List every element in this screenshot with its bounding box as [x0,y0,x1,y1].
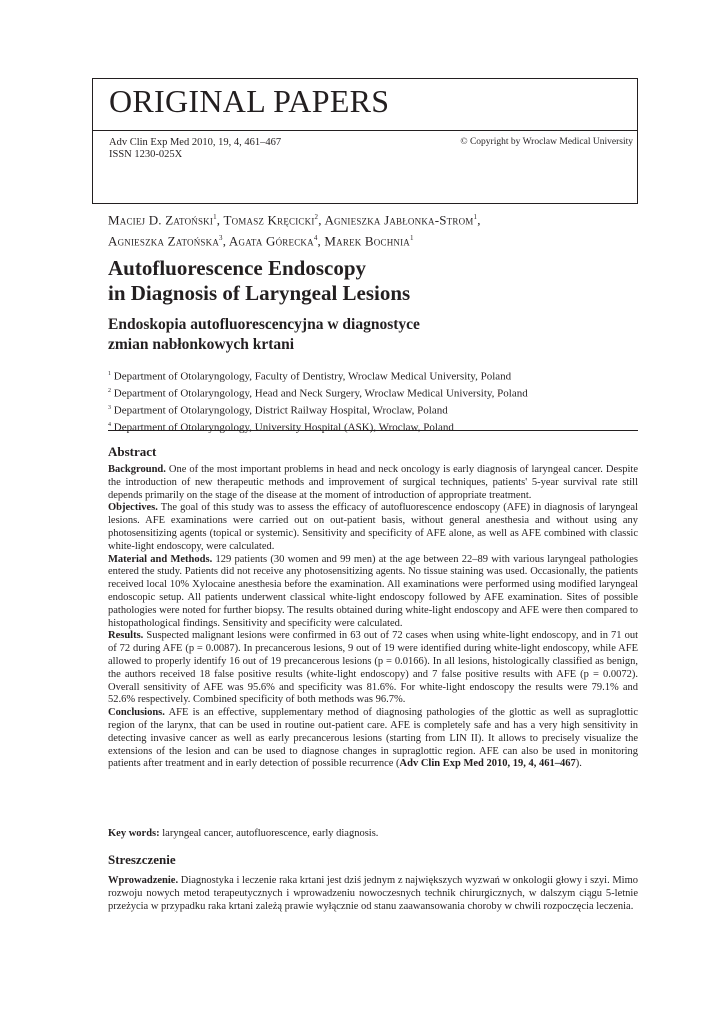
abstract-heading: Abstract [108,444,157,459]
affiliation-number: 4 [108,422,111,429]
header-divider [93,130,637,131]
author-name: Marek Bochnia [324,233,410,249]
affiliation-text: Department of Otolaryngology, University Hospital (ASK), Wroclaw, Poland [113,422,454,435]
paragraph-label: Conclusions. [108,707,165,719]
author-name: Tomasz Kręcicki [223,212,315,228]
paragraph-text: 129 patients (30 women and 99 men) at the age between 22–89 with various laryngeal pathologies entered the study. Patients did not receive any photosensitizing agents. No tissue staining was used. Occasionally, the patients received local 10% Xylocaine anesthesia before the examination. All examinations were performed using modified laryngeal endoscopic setup. All patients underwent classical white-light endoscopy followed by AFE examination. Sites of possible pathologies were noted for further biopsy. The results obtained during white-light endoscopy and AFE were then compared to histopathological findings. Sensitivity and specificity were calculated. [108,553,638,629]
affiliation-text: Department of Otolaryngology, Head and Neck Surgery, Wroclaw Medical University, Poland [113,387,528,400]
author-name: Maciej D. Zatoński [108,212,214,228]
author-affiliation-mark: 1 [410,234,414,243]
journal-citation: Adv Clin Exp Med 2010, 19, 4, 461–467 [109,137,282,148]
affiliation-item [108,367,528,384]
abstract-results [108,630,638,707]
issn: ISSN 1230-025X [109,149,183,160]
paragraph-label: Results. [108,630,144,642]
paragraph-label: Background. [108,464,166,475]
affiliation-number: 2 [108,388,111,395]
author-affiliation-mark: 1 [213,213,217,221]
author-list: Maciej D. Zatoński$^1$, Tomasz Kręcicki$^2$, Agnieszka Jabłonka-Strom$^1$, Agnieszka Zatońska$^3$, Agata Górecka$^4$, Marek Bochnia$^1$ [108,212,481,249]
section-divider [108,430,638,431]
title-line: Autofluorescence Endoscopy [108,256,367,280]
author-affiliation-mark: 4 [313,234,318,243]
affiliation-item [108,401,528,418]
streszczenie-heading: Streszczenie [108,852,176,867]
affiliation-list [108,367,528,436]
copyright-notice: © Copyright by Wroclaw Medical University [460,137,633,147]
affiliation-item [108,418,528,435]
title-line: in Diagnosis of Laryngeal Lesions [108,281,411,305]
citation: Adv Clin Exp Med 2010, 19, 4, 461–467 [399,758,576,770]
abstract-conclusions [108,707,638,771]
title-line: zmian nabłonkowych krtani [108,336,295,353]
journal-meta [109,137,281,161]
author-affiliation-mark: 3 [219,234,223,243]
paragraph-text: Suspected malignant lesions were confirmed in 63 out of 72 cases when using white-light endoscopy, and in 71 out of 72 during AFE (p = 0.0087). In precancerous lesions, 9 out of 19 were identified during white-light endoscopy, while AFE allowed to properly identify 16 out of 19 precancerous lesions (p = 0.0166). In all lesions, histologically classified as benign, the authors received 18 false positive results (white-light endoscopy) and 7 false positive results with AFE (p = 0.0072). Overall sensitivity of AFE was 95.6% and specificity was 81.6%. For white-light endoscopy the results were 79.1% and 52.6% respectively. Combined specificity of both methods was 96.7%. [108,630,639,706]
paragraph-label: Material and Methods. [108,553,213,565]
affiliation-text: Department of Otolaryngology, District Railway Hospital, Wroclaw, Poland [113,404,448,417]
article-page [92,78,639,912]
streszczenie-body [108,875,638,913]
keywords-text: laryngeal cancer, autofluorescence, early diagnosis. [162,828,379,839]
section-title: ORIGINAL PAPERS [109,83,390,119]
article-title-english [108,256,410,306]
author-affiliation-mark: 1 [473,213,478,221]
abstract-objectives [108,502,638,553]
article-title-polish [108,315,528,355]
paragraph-label: Objectives. [108,502,158,514]
author-name: Agnieszka Jabłonka-Strom [324,212,474,228]
affiliation-text: Department of Otolaryngology, Faculty of Dentistry, Wroclaw Medical University, Poland [113,370,512,383]
keywords-label: Key words: [108,828,160,839]
affiliation-number: 1 [108,371,111,377]
citation-tail: ). [575,758,582,770]
keywords [108,828,638,839]
journal-header-box [92,78,638,204]
abstract-background [108,464,638,502]
paragraph-text: Diagnostyka i leczenie raka krtani jest dziś jednym z największych wyzwań w onkologii głowy i szyi. Mimo rozwoju nowych metod terapeutycznych i wprowadzeniu nowoczesnych technik chirurgicznych, w dalszym ciągu 5-letnie przeżycia w przypadku raka krtani zależą prawie wyłącznie od stanu zaawansowania choroby w chwili rozpoczęcia leczenia. [108,875,639,912]
affiliation-item [108,384,528,401]
streszczenie-paragraph [108,875,638,913]
paragraph-text: AFE is an effective, supplementary method of diagnosing pathologies of the glottic as well as supraglottic region of the larynx, that can be used in routine out-patient care. AFE is completely safe and has a very high sensitivity in detecting invasive cancer as well as early precancerous lesions (starting from LIN II). It allows to precisely visualize the extensions of the lesion and can be used to diagnose changes in supraglottic region. AFE can also be used in monitoring patients after treatment and in early detection of possible recurrence ( [108,707,639,770]
abstract-body [108,464,638,771]
paragraph-label: Wprowadzenie. [108,875,179,886]
author-name: Agnieszka Zatońska [108,233,220,249]
abstract-methods [108,554,638,631]
paragraph-text: One of the most important problems in head and neck oncology is early diagnosis of laryngeal cancer. Despite the introduction of new therapeutic methods and improvement of surgical techniques, patients' 5-year survival rate still depends primarily on the stage of the disease at the moment of introduction of appropriate treatment. [108,464,638,501]
affiliation-number: 3 [108,405,111,412]
author-name: Agata Górecka [228,233,314,249]
paragraph-text: The goal of this study was to assess the efficacy of autofluorescence endoscopy (AFE) in diagnosis of laryngeal lesions. AFE examinations were carried out on out-patient basis, without general anesthesia and without using any photosensitizing agents (topical or systemic). Sensitivity and specificity of AFE alone, as well as AFE combined with classic white-light endoscopy, were calculated. [108,502,638,552]
title-line: Endoskopia autofluorescencyjna w diagnostyce [108,316,420,333]
author-affiliation-mark: 2 [314,213,319,221]
